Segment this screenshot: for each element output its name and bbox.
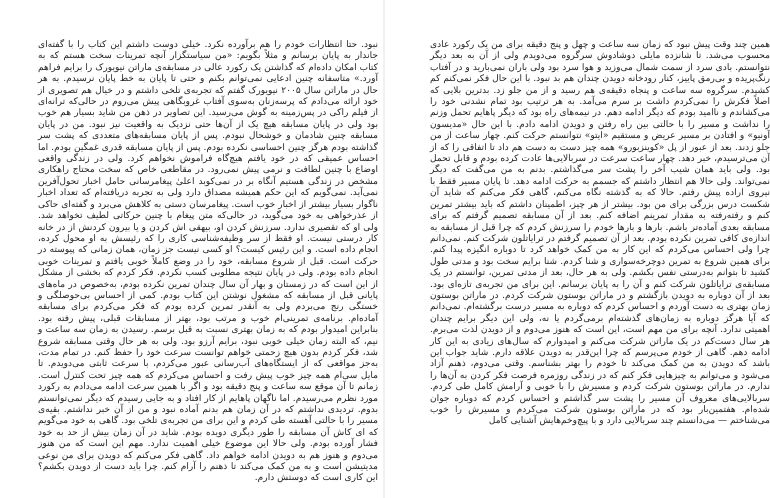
- book-gutter: [383, 0, 385, 498]
- right-page: [430, 40, 770, 470]
- left-page-body: نبود. حتا انتظارات خودم را هم برآورده نکرد. خیلی دوست داشتم این کتاب را با گفته‌ای جاندار به پایان برسانم و مثلاً بگویم: «من سیاستگزار آنچه تمرینات سخت هستم که به کتاب امکان داده‌ام که گذاشتن یک رکورد عالی در مسابقه‌ی ماراتن نیویورک را برایم فراهم آورد.» متاسفانه چنین ادعایی نمی‌توانم بکنم و حتی تا پایان به خط پایان نرسیدم. به هر حال در ماراتن سال ۲۰۰۵ نیویورک گفتم که تجربه‌ی تلخی داشتم و در خیال هم تصویری از خود ارائه می‌دادم که پرسه‌زنان به‌سوی آفتاب غروبگاهی پیش می‌روم در حالی‌که ترانه‌ای از فیلم راکی در پس‌زمینه به گوش می‌رسید. این تصاویر در ذهن من شاید بسیار هم خوب بود ولی در پایان مسابقه هیچ یک از آن‌ها حتی نزدیک به واقعیت نیز نبود. من در پایان مسابقه چنین شادمان و خوشحال نبودم. پس از پایان مسابقه‌های متعددی که پشت سر گذاشته بودم هرگز چنین احساسی نکرده بودم. پس از پایان مسابقه قدری غمگین بودم. اما احساس عمیقی که در خود یافتم هیچ‌گاه فراموش نخواهم کرد. ولی در زندگی واقعی اوضاع با چنین لطافت و نرمی پیش نمی‌رود. در مقاطعی خاص که سخت محتاج راهکاری مشخص در زندگی هستیم آنگاه بر در نمی‌کوبد اعلیٰ پیغامرسانی حامل اخبار تحول‌آفرین نمی‌آید. نمی‌گویم که این حکم همیشه مصداق دارد ولی به تجربه دریافته‌ام که تعداد اخبار ناگوار بسیار بیشتر از اخبار خوب است. پیغامرسان دستی به کلاهش می‌برد و گفته‌ای حاکی از عذرخواهی به خود می‌گوید، در حالی‌که متن پیغام با چنین حرکاتی لطیف تخواهد شد. ولی او که تقصیری ندارد. سرزنش کردن او، بیهقی اش کردن و یا بیرون کردنش از در خانه کار درستی نیست. او فقط از سر وظیفه‌شناسی کاری را که رئیسش به او محول کرده، انجام داده است. و این رئیس کیست؟ او کسی نیست جز زمان، همان زمانی که پیوسته در حرکت است. قبل از شروع مسابقه، خود را در وضع کاملاً خوبی یافتم و تمرینات خوبی انجام داده بودم. ولی در پایان نتیجه مطلوبی کسب نکردم. فکر کردم که بخشی از مشکل از این است که در زمستان و بهار آن سال چندان تمرین نکرده بودم، به‌خصوص در ماه‌های پایانی قبل از مسابقه که مشغول نوشتن این کتاب بودم. کمی از احساس بی‌حوصلگی و خستگی رنج می‌بردم ولی به آنقدر تمرین کرده بودم که فکر می‌کردم برای مسابقه آماده‌ام. برنامه‌ی تمرینی‌ام خوب و مرتب بود، بهتر از مسابقات قبلی، پیش رفته بود. بنابراین امیدوار بودم که به زمان بهتری نسبت به قبل برسم. رسیدن به زمان سه ساعت و نیم، که البته زمان خیلی خوبی نبود، برایم آرزو بود. ولی به هر حال وقتی مسابقه شروع شد، فکر کردم بدون هیچ زحمتی خواهم توانست سرعت خود را حفظ کنم. در تمام مدت، به‌جز مواقعی که از ایستگاه‌های آب‌رسانی عبور می‌کردم، با سرعت ثابتی می‌دویدم. تا مایل سی‌ام همه چیز خوب پیش رفت و احساس می‌کردم که همه چیز تحت کنترل است. زمانم تا آن موقع سه ساعت و پنج دقیقه بود و اگر با همین سرعت ادامه می‌دادم به رکورد مورد نظرم می‌رسیدم. اما ناگهان پاهایم از کار افتاد و به جایی رسیدم که دیگر نمی‌توانستم بدوم. تردیدی نداشتم که در آن زمان هم بدنم آماده نبود و من از آن خبر نداشتم. بقیه‌ی مسیر را با حالتی آهسته طی کردم و این برای من تجربه‌ی تلخی بود. گاهی به خود می‌گویم که ای کاش آن مسابقه را طور دیگری دویده بودم. شاید در آن زمان بیش از حد به خود فشار آورده بودم. ولی حالا این موضوع خیلی اهمیت ندارد. مهم این است که من هنوز می‌دوم و هنوز هم به دویدن ادامه خواهم داد. گاهی فکر می‌کنم که دویدن برای من نوعی مدیتیشن است و به من کمک می‌کند تا ذهنم را آرام کنم. چرا باید دست از دویدن بکشم؟ این کاری است که دوستش دارم.: [38, 40, 379, 484]
- left-page: [38, 40, 379, 484]
- right-page-body: همین چند وقت پیش نبود که زمان سه ساعت و چهل و پنج دقیقه برای من یک رکورد عادی محسوب می‌شد. تا شانزده مایلی دوشادوش سرگروه می‌دویدم ولی از آن به بعد دیگر نتوانستم. بادی سرد از سمت شمال می‌وزید و هوا سرد بود ولی باران نمی‌بارید و در آفتاب رنگ‌پریده و بی‌رمق پاییز، کنار رودخانه دویدن چندان هم بد نبود. با این حال فکر نمی‌کنم کم کشیدم. سرگروه سه ساعت و پنجاه دقیقه‌ی هم رسید و از من جلو زد. بدترین بلایی که اصلاً فکرش را نمی‌کردم داشت بر سرم می‌آمد. به هر ترتیب بود تمام نشدنی خود را می‌کشاندم و ناامید بودم که دیگر ادامه دهم. در نیمه‌های راه بود که دیگر پاهایم تحمل وزنم را نداشت و مسیر را با حالتی بین راه رفتن و دویدن ادامه دادم. با این حال «مدیسون آونیو» و افتادن بر مسیر عریض و مستقیم «ایتو» نتوانستم حرکت کنم. چهار ساعت از من جلو زدند. بعد از عبور از پل «کوینزبورو» همه چیز دست به دست هم داد تا اتفاقی را که از آن می‌ترسیدم، خبر دهد. چهار ساعت سرعت در سربالایی‌ها عادت کرده بودم و قابل تحمل بود. ولی باید همان شیب آخر را پشت سر می‌گذاشتم. بدنم به من می‌گفت که دیگر نمی‌تواند. ولی حالا هم انتظار داشتم که جسمم به حرکت ادامه دهد. تا پایان مسیر فقط با نیروی اراده پیش رفتم. حالا که به گذشته نگاه می‌کنم، گاهی فکر می‌کنم که شاید آن شکست درس بزرگی برای من بود. بیشتر از هر چیز، اطمینان داشتم که باید بیشتر تمرین کنم و رفته‌رفته به مقدار تمرینم اضافه کنم. بعد از آن مسابقه تصمیم گرفتم که برای مسابقه بعدی آماده‌تر باشم. بارها و بارها خودم را سرزنش کردم که چرا قبل از مسابقه به اندازه‌ی کافی تمرین نکرده بودم. بعد از آن تصمیم گرفتم در ترایاتلون شرکت کنم. نمی‌دانم چرا ولی احساس می‌کردم که این کار به من کمک خواهد کرد تا دوباره انگیزه پیدا کنم. برای همین شروع به تمرین دوچرخه‌سواری و شنا کردم. شنا برایم سخت بود و مدتی طول کشید تا بتوانم به‌درستی نفس بکشم. ولی به هر حال، بعد از مدتی تمرین، توانستم در یک مسابقه‌ی ترایاتلون شرکت کنم و آن را به پایان برسانم. این برای من تجربه‌ی تازه‌ای بود. بعد از آن دوباره به دویدن بازگشتم و در ماراتن بوستون شرکت کردم. در ماراتن بوستون زمان بهتری به دست آوردم و احساس کردم که دوباره به مسیر درست برگشته‌ام. نمی‌دانم که آیا هرگز دوباره به زمان‌های گذشته‌ام برمی‌گردم یا نه، ولی این دیگر برایم چندان اهمیتی ندارد. آنچه برای من مهم است، این است که هنوز می‌دوم و از دویدن لذت می‌برم. هر سال دست‌کم در یک ماراتن شرکت می‌کنم و امیدوارم که سال‌های زیادی به این کار ادامه دهم. گاهی از خودم می‌پرسم که چرا این‌قدر به دویدن علاقه دارم. شاید جواب این باشد که دویدن به من کمک می‌کند تا خودم را بهتر بشناسم. وقتی می‌دوم، ذهنم آزاد می‌شود و می‌توانم به چیزهایی فکر کنم که در زندگی روزمره فرصت فکر کردن به آن‌ها را ندارم. در ماراتن بوستون شرکت کردم و مسیرش را با خوبی و آرامش کامل طی کردم. سربالایی‌های معروف آن مسیر را پشت سر گذاشتم و احساس کردم که دوباره جوان شده‌ام. هفتمین‌بار بود که در ماراتن بوستون شرکت می‌کردم و مسیرش را خوب می‌شناختم — می‌دانستم چند سربالایی دارد و با پیچ‌وخم‌هایش آشنایی کامل: [430, 40, 770, 427]
